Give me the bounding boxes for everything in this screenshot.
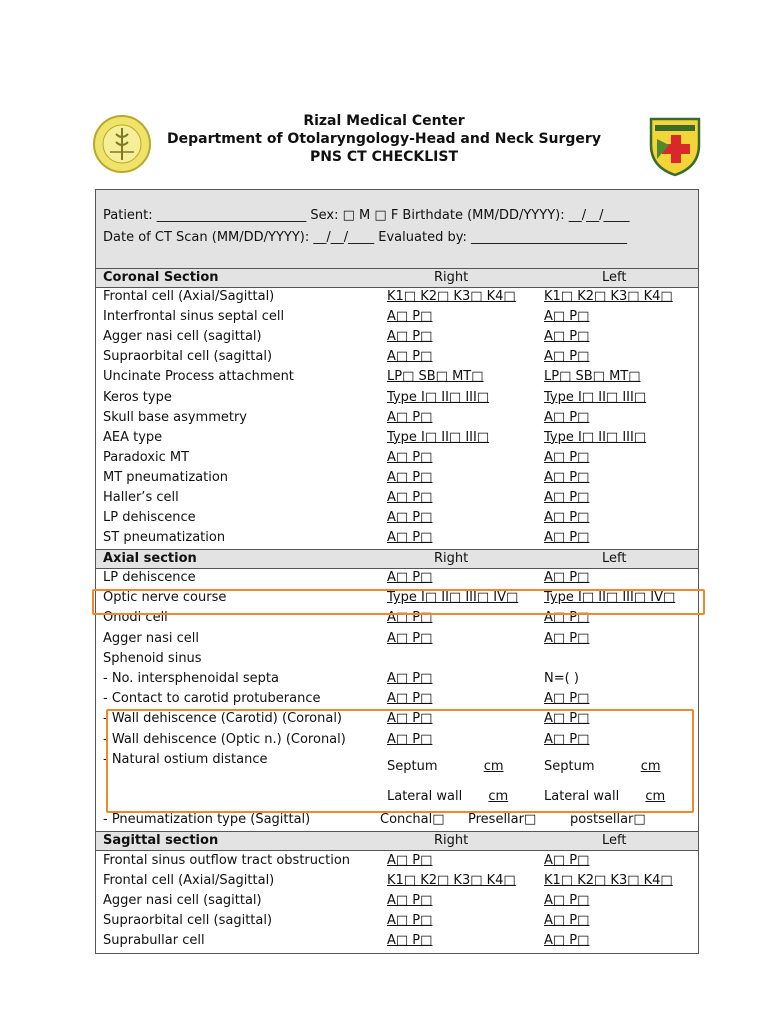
checklist-row — [96, 308, 698, 328]
left-options[interactable]: A□ P□ — [544, 530, 590, 546]
row-label: Uncinate Process attachment — [103, 369, 294, 385]
section-title: Coronal Section — [103, 270, 219, 285]
row-label: ST pneumatization — [103, 530, 226, 546]
right-options[interactable]: A□ P□ — [387, 731, 433, 747]
row-label: Haller’s cell — [103, 490, 179, 505]
right-options[interactable]: A□ P□ — [387, 409, 433, 425]
checklist-row — [96, 348, 698, 368]
row-label: Onodi cell — [103, 610, 168, 626]
checklist-row — [96, 892, 698, 912]
row-label: LP dehiscence — [103, 510, 196, 526]
checklist-row — [96, 670, 698, 690]
left-options[interactable]: A□ P□ — [544, 309, 590, 325]
row-label: Frontal cell (Axial/Sagittal) — [103, 289, 275, 304]
left-options[interactable]: K1□ K2□ K3□ K4□ — [544, 289, 673, 304]
row-label: - No. intersphenoidal septa — [103, 671, 279, 686]
ct-date-line[interactable]: Date of CT Scan (MM/DD/YYYY): __/__/____ Evaluated by: ________________________ — [103, 230, 627, 245]
right-options[interactable]: A□ P□ — [387, 530, 433, 546]
left-lateral-wall-measure[interactable]: Lateral wall cm — [544, 789, 666, 804]
row-label: Supraorbital cell (sagittal) — [103, 349, 273, 365]
left-column-header: Left — [602, 270, 627, 285]
right-options[interactable]: K1□ K2□ K3□ K4□ — [387, 289, 516, 304]
right-options[interactable]: LP□ SB□ MT□ — [387, 369, 484, 385]
row-label: Supraorbital cell (sagittal) — [103, 913, 273, 929]
checklist-row — [96, 368, 698, 388]
checklist-row — [96, 469, 698, 489]
left-options[interactable]: A□ P□ — [544, 691, 590, 707]
right-column-header: Right — [434, 270, 469, 285]
left-options[interactable]: A□ P□ — [544, 449, 590, 465]
right-options[interactable]: K1□ K2□ K3□ K4□ — [387, 873, 516, 889]
row-label: LP dehiscence — [103, 570, 196, 585]
right-options[interactable]: A□ P□ — [387, 691, 433, 707]
right-options[interactable]: Type I□ II□ III□ — [387, 389, 490, 405]
left-septum-measure[interactable]: Septum cm — [544, 759, 661, 774]
row-label: Frontal cell (Axial/Sagittal) — [103, 873, 275, 889]
left-options[interactable]: A□ P□ — [544, 409, 590, 425]
checklist-row — [96, 429, 698, 449]
right-options[interactable]: A□ P□ — [387, 570, 433, 585]
checklist-row — [96, 529, 698, 549]
right-septum-measure[interactable]: Septum cm — [387, 759, 504, 774]
row-label: Agger nasi cell (sagittal) — [103, 329, 262, 345]
checklist-row — [96, 328, 698, 348]
left-options[interactable]: A□ P□ — [544, 853, 590, 868]
checklist-row — [96, 409, 698, 429]
optic-nerve-highlight-box — [92, 589, 705, 615]
right-options[interactable]: A□ P□ — [387, 349, 433, 365]
right-options[interactable]: A□ P□ — [387, 913, 433, 929]
row-label: MT pneumatization — [103, 469, 229, 485]
sagittal-section-header — [96, 831, 698, 851]
checklist-row — [96, 489, 698, 509]
left-options[interactable]: A□ P□ — [544, 711, 590, 727]
right-options[interactable]: A□ P□ — [387, 309, 433, 325]
checklist-row — [96, 449, 698, 469]
right-options[interactable]: A□ P□ — [387, 329, 433, 345]
right-options[interactable]: Type I□ II□ III□ IV□ — [387, 590, 519, 606]
row-label: Keros type — [103, 389, 172, 405]
right-options[interactable]: A□ P□ — [387, 893, 433, 909]
checklist-row — [96, 389, 698, 409]
right-options[interactable]: A□ P□ — [387, 510, 433, 526]
row-label: - Wall dehiscence (Carotid) (Coronal) — [103, 711, 343, 727]
left-options[interactable]: Type I□ II□ III□ — [544, 389, 647, 405]
left-options[interactable]: A□ P□ — [544, 933, 590, 949]
patient-info-box — [96, 190, 698, 269]
checklist-row — [96, 932, 698, 952]
right-options[interactable]: A□ P□ — [387, 469, 433, 485]
left-options[interactable]: A□ P□ — [544, 630, 590, 646]
left-options[interactable]: K1□ K2□ K3□ K4□ — [544, 873, 673, 889]
right-options[interactable]: A□ P□ — [387, 853, 433, 868]
left-options[interactable]: A□ P□ — [544, 510, 590, 526]
checklist-row — [96, 288, 698, 308]
page-header — [0, 108, 768, 178]
checklist-row — [96, 630, 698, 650]
right-options[interactable]: Type I□ II□ III□ — [387, 429, 490, 445]
pneum-option-conchal[interactable]: Conchal□ — [380, 812, 445, 827]
right-options[interactable]: A□ P□ — [387, 610, 433, 626]
right-options[interactable]: A□ P□ — [387, 630, 433, 646]
right-options[interactable]: A□ P□ — [387, 671, 433, 686]
row-label: Sphenoid sinus — [103, 650, 202, 666]
row-label: Optic nerve course — [103, 590, 227, 606]
left-options[interactable]: A□ P□ — [544, 469, 590, 485]
row-label: Agger nasi cell (sagittal) — [103, 893, 262, 909]
row-label: Frontal sinus outflow tract obstruction — [103, 853, 351, 868]
checklist-form — [95, 189, 699, 954]
left-options[interactable]: N=( ) — [544, 671, 579, 686]
coronal-section-header — [96, 268, 698, 288]
left-options[interactable]: A□ P□ — [544, 893, 590, 909]
left-options[interactable]: A□ P□ — [544, 570, 590, 585]
checklist-row — [96, 872, 698, 892]
left-options[interactable]: Type I□ II□ III□ IV□ — [544, 590, 676, 606]
checklist-row — [96, 650, 698, 670]
section-title: Axial section — [103, 551, 197, 566]
axial-section-header — [96, 549, 698, 569]
row-label: - Contact to carotid protuberance — [103, 691, 321, 707]
pneum-option-postsellar[interactable]: postsellar□ — [570, 812, 646, 827]
left-options[interactable]: A□ P□ — [544, 329, 590, 345]
row-label: - Pneumatization type (Sagittal) — [103, 812, 311, 827]
row-label: - Natural ostium distance — [103, 752, 268, 767]
left-options[interactable]: A□ P□ — [544, 490, 590, 505]
wall-dehiscence-highlight-box — [106, 709, 694, 813]
row-label: Paradoxic MT — [103, 449, 190, 465]
row-label: Interfrontal sinus septal cell — [103, 309, 285, 325]
checklist-row — [96, 912, 698, 932]
right-options[interactable]: A□ P□ — [387, 449, 433, 465]
row-label: - Wall dehiscence (Optic n.) (Coronal) — [103, 731, 346, 747]
section-title: Sagittal section — [103, 833, 219, 848]
row-label: Suprabullar cell — [103, 933, 205, 949]
left-options[interactable]: A□ P□ — [544, 913, 590, 929]
department-name: Department of Otolaryngology-Head and Neck Surgery — [167, 131, 601, 147]
checklist-row — [96, 690, 698, 710]
left-options[interactable]: A□ P□ — [544, 610, 590, 626]
right-options[interactable]: A□ P□ — [387, 711, 433, 727]
right-options[interactable]: A□ P□ — [387, 933, 433, 949]
row-label: Agger nasi cell — [103, 630, 199, 646]
department-crest-logo — [647, 115, 703, 177]
left-column-header: Left — [602, 551, 627, 566]
institution-name: Rizal Medical Center — [303, 113, 465, 129]
left-options[interactable]: LP□ SB□ MT□ — [544, 369, 641, 385]
pneum-option-presellar[interactable]: Presellar□ — [468, 812, 537, 827]
row-label: AEA type — [103, 429, 163, 445]
form-title: PNS CT CHECKLIST — [309, 149, 459, 165]
right-lateral-wall-measure[interactable]: Lateral wall cm — [387, 789, 509, 804]
checklist-row — [96, 569, 698, 589]
left-options[interactable]: Type I□ II□ III□ — [544, 429, 647, 445]
row-label: Skull base asymmetry — [103, 409, 247, 425]
right-column-header: Right — [434, 551, 469, 566]
left-options[interactable]: A□ P□ — [544, 731, 590, 747]
right-options[interactable]: A□ P□ — [387, 490, 433, 505]
right-column-header: Right — [434, 833, 469, 848]
checklist-row — [96, 852, 698, 872]
left-options[interactable]: A□ P□ — [544, 349, 590, 365]
patient-line[interactable]: Patient: _______________________ Sex: □ M □ F Birthdate (MM/DD/YYYY): __/__/____ — [103, 208, 630, 223]
checklist-row — [96, 509, 698, 529]
left-column-header: Left — [602, 833, 627, 848]
